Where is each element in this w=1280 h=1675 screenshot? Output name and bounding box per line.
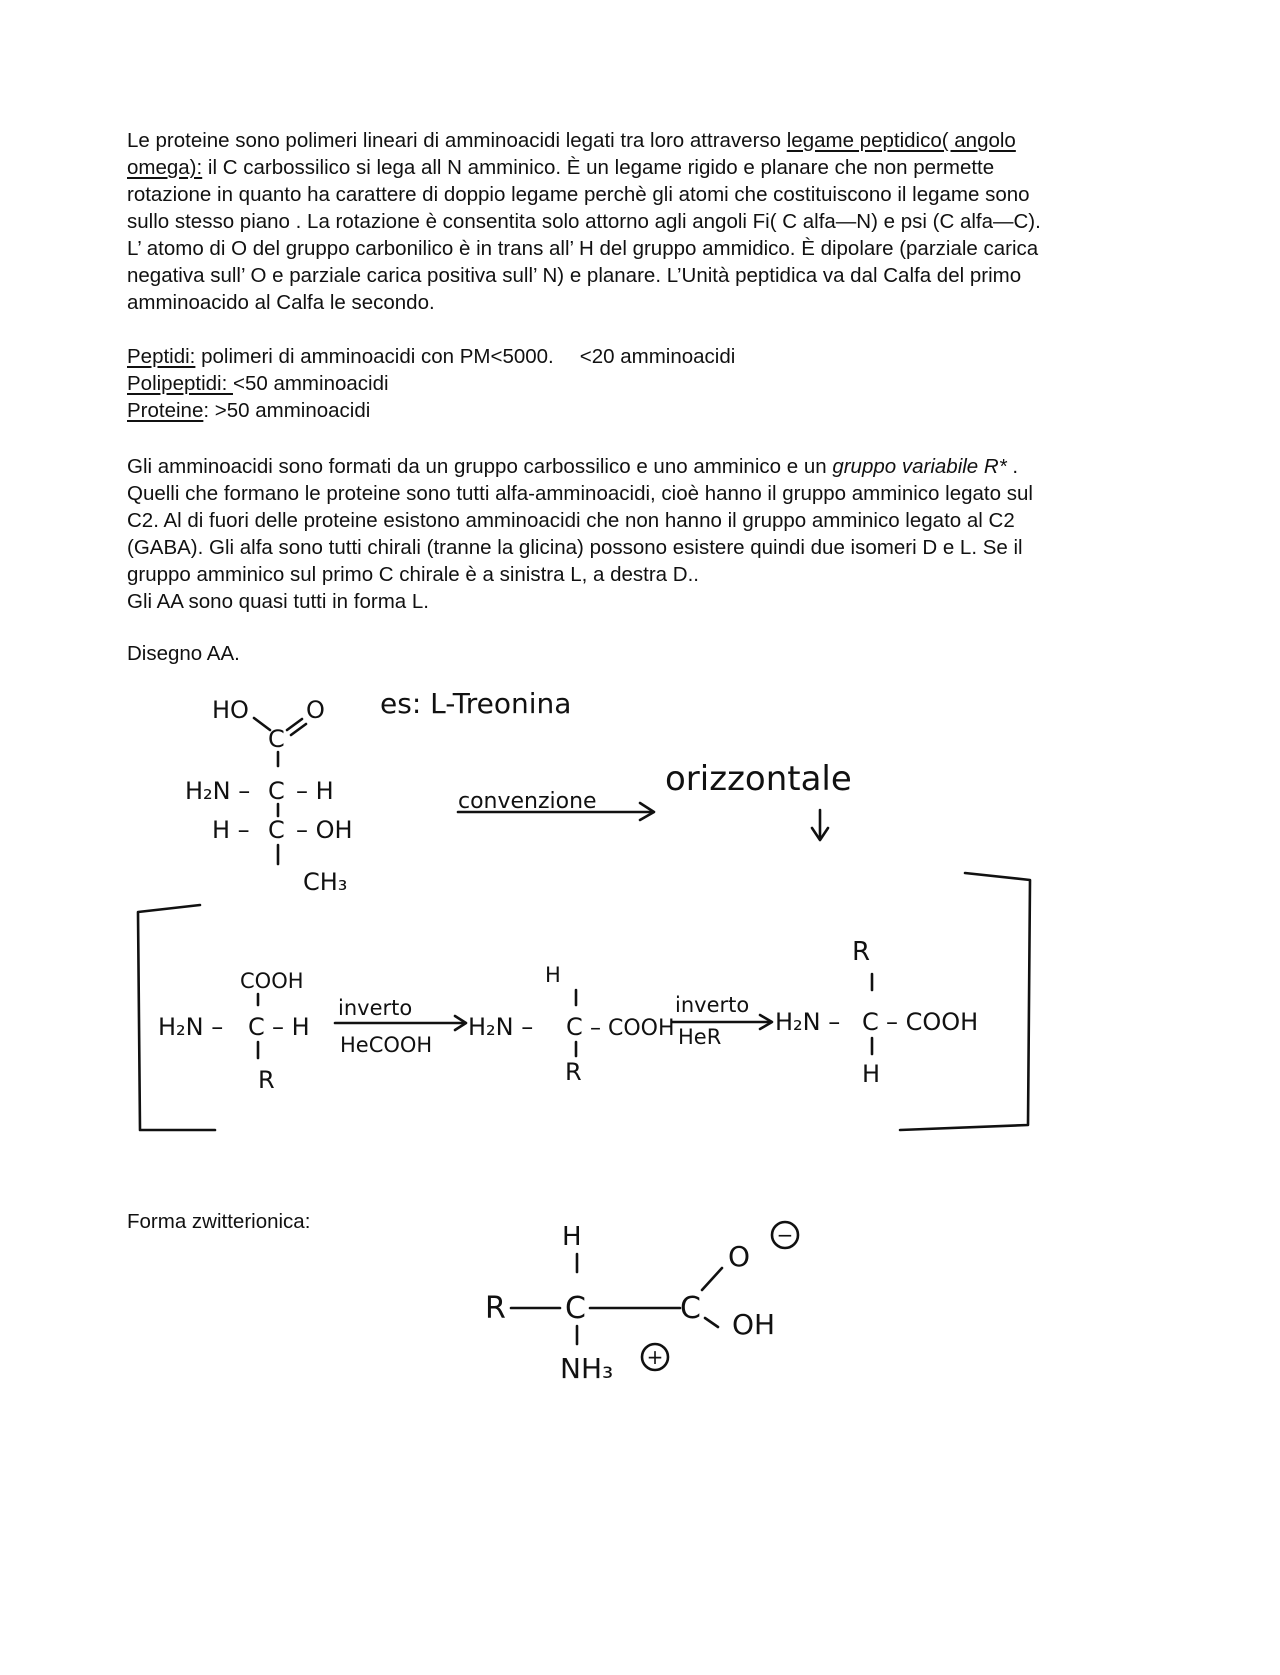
bracket-structure-3 xyxy=(775,937,978,1088)
zwitterion-structure xyxy=(485,1222,798,1385)
definition-term: Peptidi: xyxy=(127,345,196,368)
definition-term: Proteine xyxy=(127,399,204,422)
p1-line7: amminoacido al Calfa le secondo. xyxy=(127,291,435,314)
hw-row2-left: H – xyxy=(212,816,250,844)
p1-line5: L’ atomo di O del gruppo carbonilico è in trans all’ H del gruppo ammidico. È dipolare (parziale carica xyxy=(127,237,1039,260)
hw-s3-right: – COOH xyxy=(886,1008,979,1036)
hw-convention: convenzione xyxy=(458,789,597,814)
hw-ch3: CH₃ xyxy=(303,868,348,896)
hw-s3-bottom: H xyxy=(862,1060,881,1088)
p1-line6: negativa sull’ O e parziale carica positiva sull’ N) e planare. L’Unità peptidica va dal Calfa del primo xyxy=(127,264,1022,287)
hw-s3-left: H₂N – xyxy=(775,1008,841,1036)
definition-term: Polipeptidi: xyxy=(127,372,233,395)
italic-term-gruppo-variabile: gruppo variabile R* xyxy=(832,455,1007,478)
hw-s2-right: – COOH xyxy=(590,1016,675,1041)
hw-arrow2-bottom: HeR xyxy=(678,1025,722,1049)
hw-zw-c2: C xyxy=(680,1291,701,1326)
p3-line2: Quelli che formano le proteine sono tutti alfa-amminoacidi, cioè hanno il gruppo amminico legato sul xyxy=(127,482,1033,505)
hw-arrow1-top: inverto xyxy=(338,996,413,1020)
hw-s2-left: H₂N – xyxy=(468,1013,534,1041)
hw-s2-bottom: R xyxy=(565,1058,582,1086)
p1-line3: rotazione in quanto ha carattere di doppio legame perchè gli atomi che costituiscono il legame sono xyxy=(127,183,1030,206)
p1-line1: Le proteine sono polimeri lineari di amminoacidi legati tra loro attraverso legame peptidico( angolo xyxy=(127,129,1016,152)
hw-row2-right: – OH xyxy=(296,816,353,844)
hw-s1-carbon: C xyxy=(248,1013,265,1041)
hw-horizontal: orizzontale xyxy=(665,759,852,799)
hw-s1-left: H₂N – xyxy=(158,1013,224,1041)
p3-line4: (GABA). Gli alfa sono tutti chirali (tranne la glicina) possono esistere quindi due isomeri D e L. Se il xyxy=(127,536,1023,559)
bracket-structure-1 xyxy=(158,969,310,1094)
hw-s1-bottom: R xyxy=(258,1066,275,1094)
threonine-structure xyxy=(185,687,852,896)
hw-zw-plus: + xyxy=(646,1345,664,1369)
hw-zw-nh3: NH₃ xyxy=(560,1352,614,1385)
underlined-term-legame-peptidico: legame peptidico( angolo xyxy=(786,129,1016,152)
hw-arrow1-bottom: HeCOOH xyxy=(340,1033,433,1057)
definition-peptidi: Peptidi: polimeri di amminoacidi con PM<5000. <20 amminoacidi xyxy=(127,345,736,368)
zwitterion-heading: Forma zwitterionica: xyxy=(127,1210,311,1233)
p3-line1: Gli amminoacidi sono formati da un gruppo carbossilico e uno amminico e un gruppo variabile R* . xyxy=(127,455,1019,478)
hw-alpha-carbon: C xyxy=(268,777,285,805)
bracket-structure-2 xyxy=(468,963,675,1086)
hw-arrow2-top: inverto xyxy=(675,993,750,1017)
drawing-heading: Disegno AA. xyxy=(127,642,240,665)
hw-beta-carbon: C xyxy=(268,816,285,844)
hw-zw-c1: C xyxy=(565,1291,586,1326)
hw-carbonyl-o: O xyxy=(306,696,325,724)
p1-line4: sullo stesso piano . La rotazione è consentita solo attorno agli angoli Fi( C alfa—N) e psi (C alfa—C). xyxy=(127,210,1041,233)
hw-s1-top: COOH xyxy=(240,969,304,993)
hw-carboxyl-carbon: C xyxy=(268,725,285,753)
hw-zw-h: H xyxy=(562,1222,582,1252)
hw-zw-o: O xyxy=(728,1240,751,1273)
hw-row1-right: – H xyxy=(296,777,334,805)
hw-s2-top: H xyxy=(545,963,561,987)
hw-zw-r: R xyxy=(485,1291,506,1326)
hw-zw-oh: OH xyxy=(732,1308,776,1341)
p1-line2: omega): il C carbossilico si lega all N amminico. È un legame rigido e planare che non permette xyxy=(127,156,995,179)
underlined-term-omega: omega): xyxy=(127,156,203,179)
hw-example-label: es: L-Treonina xyxy=(380,687,572,720)
hw-row1-left: H₂N – xyxy=(185,777,251,805)
hw-s3-top: R xyxy=(852,937,871,967)
definition-proteine: Proteine: >50 amminoacidi xyxy=(127,399,371,422)
definition-polipeptidi: Polipeptidi: <50 amminoacidi xyxy=(127,372,389,395)
p3-line6: Gli AA sono quasi tutti in forma L. xyxy=(127,590,429,613)
hw-s1-right: – H xyxy=(272,1013,310,1041)
hw-s2-carbon: C xyxy=(566,1013,583,1041)
hw-zw-minus: − xyxy=(776,1223,794,1247)
bracket-arrow-1 xyxy=(335,996,466,1057)
p3-line5: gruppo amminico sul primo C chirale è a sinistra L, a destra D.. xyxy=(127,563,699,586)
bracket-arrow-2 xyxy=(672,993,772,1049)
p3-line3: C2. Al di fuori delle proteine esistono amminoacidi che non hanno il gruppo amminico legato al C2 xyxy=(127,509,1015,532)
hw-ho: HO xyxy=(212,696,249,724)
hw-s3-carbon: C xyxy=(862,1008,879,1036)
